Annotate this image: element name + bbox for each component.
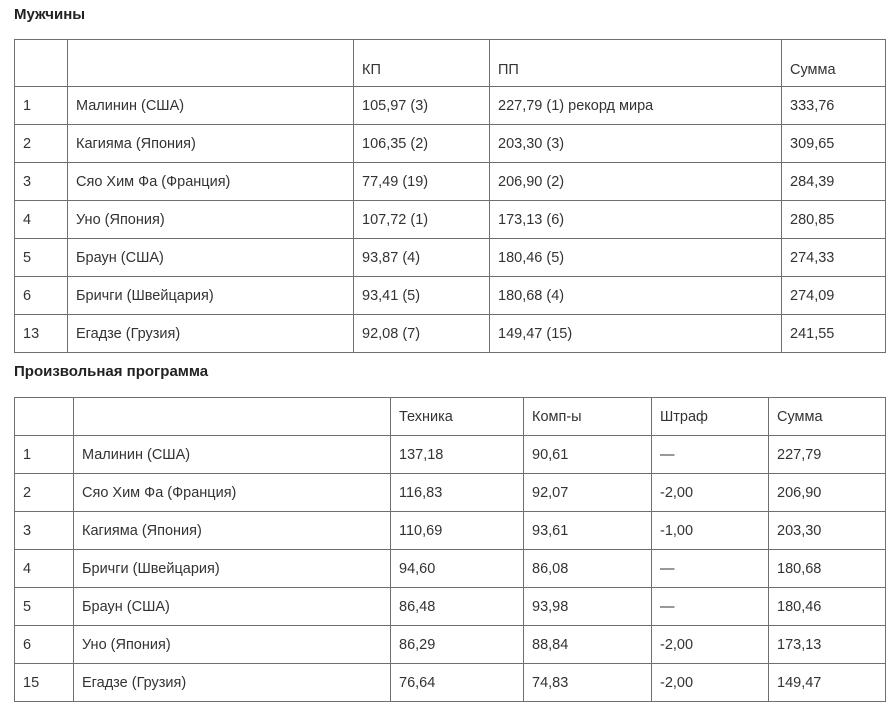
deductions-cell: -1,00 [652, 512, 769, 550]
technical-cell: 94,60 [391, 550, 524, 588]
total-cell: 173,13 [769, 626, 886, 664]
header-technical: Техника [391, 398, 524, 436]
header-components: Комп-ы [524, 398, 652, 436]
total-cell: 149,47 [769, 664, 886, 702]
header-place [15, 398, 74, 436]
place-cell: 6 [15, 626, 74, 664]
table-row [15, 277, 886, 315]
skater-cell: Уно (Япония) [68, 201, 354, 239]
total-cell: 280,85 [782, 201, 886, 239]
components-cell: 93,61 [524, 512, 652, 550]
table-row [15, 550, 886, 588]
total-cell: 206,90 [769, 474, 886, 512]
skater-cell: Сяо Хим Фа (Франция) [68, 163, 354, 201]
deductions-cell: — [652, 550, 769, 588]
table-row [15, 315, 886, 353]
men-results-table [14, 39, 886, 353]
table-row [15, 626, 886, 664]
short-program-cell: 93,87 (4) [354, 239, 490, 277]
skater-cell: Малинин (США) [68, 87, 354, 125]
total-cell: 180,46 [769, 588, 886, 626]
header-free-program: ПП [490, 40, 782, 87]
short-program-cell: 92,08 (7) [354, 315, 490, 353]
total-cell: 333,76 [782, 87, 886, 125]
table-row [15, 474, 886, 512]
total-cell: 274,33 [782, 239, 886, 277]
components-cell: 92,07 [524, 474, 652, 512]
place-cell: 2 [15, 125, 68, 163]
components-cell: 74,83 [524, 664, 652, 702]
place-cell: 3 [15, 163, 68, 201]
header-total: Сумма [769, 398, 886, 436]
deductions-cell: — [652, 436, 769, 474]
header-deductions: Штраф [652, 398, 769, 436]
skater-cell: Браун (США) [68, 239, 354, 277]
place-cell: 3 [15, 512, 74, 550]
technical-cell: 116,83 [391, 474, 524, 512]
place-cell: 1 [15, 436, 74, 474]
deductions-cell: -2,00 [652, 626, 769, 664]
skater-cell: Егадзе (Грузия) [74, 664, 391, 702]
total-cell: 227,79 [769, 436, 886, 474]
short-program-cell: 93,41 (5) [354, 277, 490, 315]
components-cell: 88,84 [524, 626, 652, 664]
place-cell: 1 [15, 87, 68, 125]
header-row [15, 40, 886, 87]
components-cell: 93,98 [524, 588, 652, 626]
technical-cell: 86,29 [391, 626, 524, 664]
place-cell: 2 [15, 474, 74, 512]
total-cell: 309,65 [782, 125, 886, 163]
free-program-cell: 206,90 (2) [490, 163, 782, 201]
header-skater [68, 40, 354, 87]
total-cell: 203,30 [769, 512, 886, 550]
header-total: Сумма [782, 40, 886, 87]
place-cell: 4 [15, 550, 74, 588]
technical-cell: 86,48 [391, 588, 524, 626]
skater-cell: Сяо Хим Фа (Франция) [74, 474, 391, 512]
skater-cell: Кагияма (Япония) [74, 512, 391, 550]
short-program-cell: 105,97 (3) [354, 87, 490, 125]
skater-cell: Бричги (Швейцария) [74, 550, 391, 588]
short-program-cell: 106,35 (2) [354, 125, 490, 163]
skater-cell: Малинин (США) [74, 436, 391, 474]
free-program-cell: 227,79 (1) рекорд мира [490, 87, 782, 125]
skater-cell: Уно (Япония) [74, 626, 391, 664]
header-place [15, 40, 68, 87]
place-cell: 4 [15, 201, 68, 239]
free-program-section-title: Произвольная программа [14, 363, 209, 380]
free-program-cell: 203,30 (3) [490, 125, 782, 163]
total-cell: 274,09 [782, 277, 886, 315]
short-program-cell: 107,72 (1) [354, 201, 490, 239]
place-cell: 15 [15, 664, 74, 702]
technical-cell: 76,64 [391, 664, 524, 702]
technical-cell: 110,69 [391, 512, 524, 550]
place-cell: 6 [15, 277, 68, 315]
table-row [15, 588, 886, 626]
deductions-cell: -2,00 [652, 664, 769, 702]
table-row [15, 163, 886, 201]
header-short-program: КП [354, 40, 490, 87]
total-cell: 180,68 [769, 550, 886, 588]
free-program-cell: 173,13 (6) [490, 201, 782, 239]
skater-cell: Браун (США) [74, 588, 391, 626]
table-row [15, 87, 886, 125]
free-program-cell: 149,47 (15) [490, 315, 782, 353]
deductions-cell: -2,00 [652, 474, 769, 512]
free-program-results-table [14, 397, 886, 702]
header-row [15, 398, 886, 436]
total-cell: 241,55 [782, 315, 886, 353]
table-row [15, 436, 886, 474]
technical-cell: 137,18 [391, 436, 524, 474]
deductions-cell: — [652, 588, 769, 626]
free-program-cell: 180,68 (4) [490, 277, 782, 315]
men-section-title: Мужчины [14, 6, 86, 23]
skater-cell: Бричги (Швейцария) [68, 277, 354, 315]
components-cell: 90,61 [524, 436, 652, 474]
skater-cell: Кагияма (Япония) [68, 125, 354, 163]
place-cell: 5 [15, 588, 74, 626]
place-cell: 13 [15, 315, 68, 353]
table-row [15, 201, 886, 239]
table-row [15, 125, 886, 163]
skater-cell: Егадзе (Грузия) [68, 315, 354, 353]
header-skater [74, 398, 391, 436]
place-cell: 5 [15, 239, 68, 277]
total-cell: 284,39 [782, 163, 886, 201]
table-row [15, 664, 886, 702]
free-program-cell: 180,46 (5) [490, 239, 782, 277]
short-program-cell: 77,49 (19) [354, 163, 490, 201]
table-row [15, 512, 886, 550]
table-row [15, 239, 886, 277]
components-cell: 86,08 [524, 550, 652, 588]
